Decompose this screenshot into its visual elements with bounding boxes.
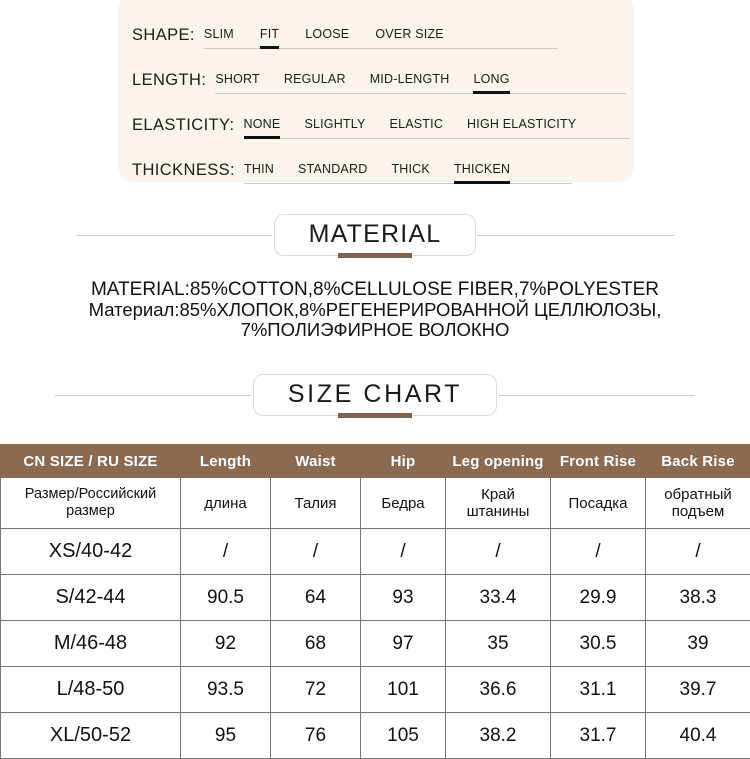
cell-front-rise: 30.5	[551, 621, 646, 667]
column-header-ru-length: длина	[181, 478, 271, 529]
material-line-russian-1: Материал:85%ХЛОПОК,8%РЕГЕНЕРИРОВАННОЙ ЦЕЛЛЮЛОЗЫ,	[0, 300, 750, 320]
cell-hip: 97	[361, 621, 446, 667]
table-row	[1, 529, 750, 575]
column-header-ru-leg-opening: Край штанины	[446, 478, 551, 529]
material-line-english: MATERIAL:85%COTTON,8%CELLULOSE FIBER,7%POLYESTER	[0, 279, 750, 300]
cell-length: 92	[181, 621, 271, 667]
material-heading-text: MATERIAL	[309, 222, 442, 247]
cell-back-rise: /	[646, 529, 750, 575]
cell-length: 90.5	[181, 575, 271, 621]
size-chart-heading-text: SIZE CHART	[288, 382, 462, 407]
material-line-russian-2: 7%ПОЛИЭФИРНОЕ ВОЛОКНО	[0, 320, 750, 340]
cell-length: 93.5	[181, 667, 271, 713]
cell-leg-opening: /	[446, 529, 551, 575]
column-header-size: CN SIZE / RU SIZE	[1, 445, 181, 478]
cell-length: /	[181, 529, 271, 575]
cell-back-rise: 39	[646, 621, 750, 667]
attribute-option-thin[interactable]: THIN	[244, 162, 274, 179]
attribute-label-elasticity: ELASTICITY:	[132, 116, 235, 139]
cell-waist: /	[271, 529, 361, 575]
table-header-row-english	[1, 445, 750, 478]
column-header-length: Length	[181, 445, 271, 478]
column-header-waist: Waist	[271, 445, 361, 478]
cell-front-rise: 31.7	[551, 713, 646, 759]
size-chart-table	[0, 444, 750, 759]
cell-length: 95	[181, 713, 271, 759]
attribute-option-standard[interactable]: STANDARD	[298, 162, 367, 179]
attribute-options-elasticity	[244, 117, 630, 139]
cell-size: L/48-50	[1, 667, 181, 713]
cell-size: XS/40-42	[1, 529, 181, 575]
cell-front-rise: 31.1	[551, 667, 646, 713]
attribute-option-slim[interactable]: SLIM	[204, 27, 234, 44]
table-row	[1, 713, 750, 759]
attribute-row-length	[118, 49, 634, 94]
column-header-ru-waist: Талия	[271, 478, 361, 529]
cell-back-rise: 40.4	[646, 713, 750, 759]
cell-hip: 105	[361, 713, 446, 759]
cell-leg-opening: 38.2	[446, 713, 551, 759]
attribute-option-mid-length[interactable]: MID-LENGTH	[370, 72, 450, 89]
attribute-option-high-elasticity[interactable]: HIGH ELASTICITY	[467, 117, 576, 134]
column-header-ru-front-rise: Посадка	[551, 478, 646, 529]
column-header-front-rise: Front Rise	[551, 445, 646, 478]
attribute-options-shape	[204, 27, 558, 49]
cell-size: S/42-44	[1, 575, 181, 621]
size-chart-heading-badge	[253, 374, 497, 416]
attribute-options-thickness	[244, 162, 572, 184]
cell-waist: 68	[271, 621, 361, 667]
attribute-row-shape	[118, 4, 634, 49]
attribute-label-length: LENGTH:	[132, 71, 206, 94]
attribute-option-regular[interactable]: REGULAR	[284, 72, 346, 89]
attribute-row-thickness	[118, 139, 634, 184]
table-row	[1, 575, 750, 621]
column-header-hip: Hip	[361, 445, 446, 478]
column-header-ru-size: Размер/Российский размер	[1, 478, 181, 529]
cell-leg-opening: 33.4	[446, 575, 551, 621]
attribute-option-long[interactable]: LONG	[473, 72, 509, 89]
cell-hip: /	[361, 529, 446, 575]
column-header-leg-opening: Leg opening	[446, 445, 551, 478]
cell-leg-opening: 36.6	[446, 667, 551, 713]
cell-size: M/46-48	[1, 621, 181, 667]
table-row	[1, 621, 750, 667]
cell-back-rise: 38.3	[646, 575, 750, 621]
cell-front-rise: /	[551, 529, 646, 575]
material-heading-badge	[274, 214, 477, 256]
column-header-back-rise: Back Rise	[646, 445, 750, 478]
cell-back-rise: 39.7	[646, 667, 750, 713]
cell-size: XL/50-52	[1, 713, 181, 759]
attribute-option-thicken[interactable]: THICKEN	[454, 162, 510, 179]
attributes-panel	[118, 0, 634, 182]
cell-waist: 64	[271, 575, 361, 621]
attribute-option-fit[interactable]: FIT	[260, 27, 279, 44]
attribute-option-short[interactable]: SHORT	[215, 72, 260, 89]
attribute-option-slightly[interactable]: SLIGHTLY	[304, 117, 365, 134]
cell-waist: 72	[271, 667, 361, 713]
cell-waist: 76	[271, 713, 361, 759]
cell-leg-opening: 35	[446, 621, 551, 667]
material-description	[0, 279, 750, 340]
size-chart-section-heading	[0, 374, 750, 416]
table-header-row-russian	[1, 478, 750, 529]
cell-hip: 101	[361, 667, 446, 713]
attribute-label-thickness: THICKNESS:	[132, 161, 235, 184]
attribute-row-elasticity	[118, 94, 634, 139]
attribute-options-length	[215, 72, 626, 94]
attribute-option-thick[interactable]: THICK	[391, 162, 430, 179]
attribute-option-loose[interactable]: LOOSE	[305, 27, 349, 44]
column-header-ru-back-rise: обратный подъем	[646, 478, 750, 529]
column-header-ru-hip: Бедра	[361, 478, 446, 529]
cell-hip: 93	[361, 575, 446, 621]
attribute-label-shape: SHAPE:	[132, 26, 195, 49]
attribute-option-over-size[interactable]: OVER SIZE	[375, 27, 443, 44]
heading-divider-right	[478, 235, 674, 236]
attribute-option-none[interactable]: NONE	[244, 117, 281, 134]
heading-divider-left	[76, 235, 272, 236]
cell-front-rise: 29.9	[551, 575, 646, 621]
heading-divider-left	[55, 395, 251, 396]
heading-divider-right	[499, 395, 695, 396]
material-section-heading	[0, 214, 750, 256]
table-row	[1, 667, 750, 713]
attribute-option-elastic[interactable]: ELASTIC	[390, 117, 444, 134]
